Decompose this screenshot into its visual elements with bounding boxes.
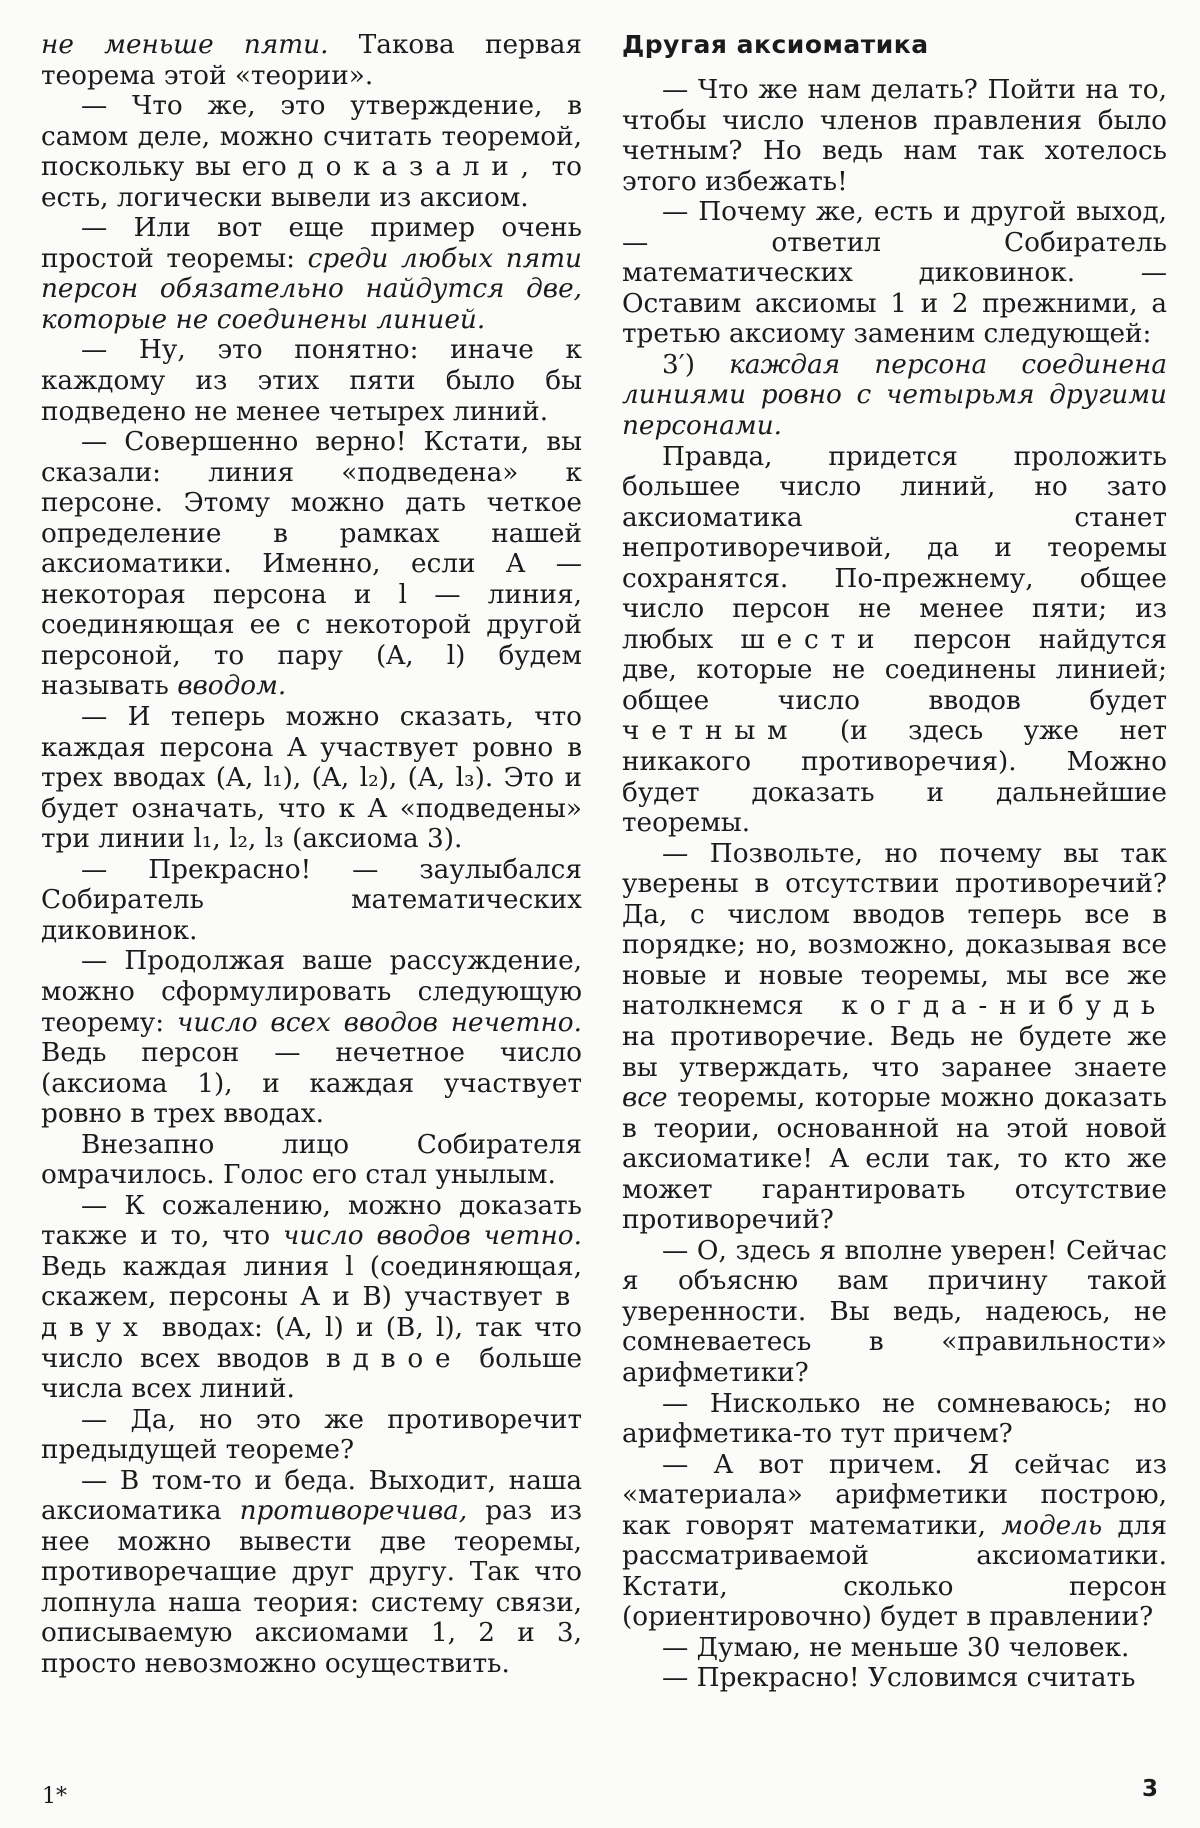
spaced-emphasis: доказали,	[297, 152, 541, 183]
axiom-label: 3′)	[662, 349, 730, 380]
italic-term: вводом.	[177, 671, 287, 702]
paragraph	[622, 839, 1167, 1236]
paragraph-text: Правда, придется проложить большее число линий, но зато аксиоматика станет непротиворечивой, да и теоремы сохранятся. По-прежнему, общее число персон не менее пяти; из любых	[622, 441, 1167, 655]
paragraph	[41, 427, 582, 702]
italic-theorem: среди любых пяти персон обязательно найдутся две, которые не соединены линией.	[41, 243, 582, 335]
page-number: 3	[1141, 1776, 1158, 1802]
paragraph	[41, 1466, 582, 1680]
paragraph	[41, 946, 582, 1129]
paragraph-text: теоремы, которые можно доказать в теории, основанной на этой новой аксиоматике! А если так, то кто же может гарантировать отсутствие противоречий?	[622, 1083, 1167, 1236]
paragraph: — И теперь можно сказать, что каждая персона A участвует ровно в трех вводах (A, l₁), (A, l₂), (A, l₃). Это и будет означать, что к A «подведены» три линии l₁, l₂, l₃ (аксиома 3).	[41, 702, 582, 855]
paragraph-text: — Совершенно верно! Кстати, вы сказали: линия «подведена» к персоне. Этому можно дать четкое определение в рамках нашей аксиоматики. Именно, если A — некоторая персона и l — линия, соединяющая ее с некоторой другой персоной, то пару (A, l) будем называть	[41, 427, 582, 702]
signature-mark: 1*	[42, 1784, 67, 1809]
axiom-paragraph	[622, 350, 1167, 442]
paragraph-text: — К сожалению, можно доказать также и то, что	[41, 1190, 582, 1252]
paragraph: — Нисколько не сомневаюсь; но арифметика-то тут причем?	[622, 1388, 1167, 1450]
section-heading: Другая аксиоматика	[622, 30, 929, 59]
paragraph-text: Ведь персон — нечетное число (аксиома 1), и каждая участвует ровно в трех вводах.	[41, 1038, 582, 1130]
paragraph	[622, 442, 1167, 839]
spaced-emphasis: в двух	[41, 1282, 582, 1343]
paragraph: — Прекрасно! Условимся считать	[662, 1663, 1136, 1694]
axiom-text: каждая персона соединена линиями ровно с четырьмя другими персонами.	[622, 349, 1168, 442]
paragraph-text: — Или вот еще пример очень простой теоремы:	[41, 213, 582, 274]
paragraph-text: (и здесь уже нет никакого противоречия). Можно будет доказать и дальнейшие теоремы.	[622, 716, 1167, 839]
paragraph: — Почему же, есть и другой выход, — ответил Собиратель математических диковинок. — Оставим аксиомы 1 и 2 прежними, а третью аксиому заменим следующей:	[622, 197, 1167, 350]
left-column	[41, 30, 582, 1680]
italic-term: модель	[1001, 1510, 1103, 1541]
paragraph-text: для рассматриваемой аксиоматики. Кстати, сколько персон (ориентировочно) будет в правлении?	[622, 1510, 1167, 1633]
italic-theorem: число вводов четно.	[283, 1221, 582, 1252]
paragraph: — О, здесь я вполне уверен! Сейчас я объясню вам причину такой уверенности. Вы ведь, надеюсь, не сомневаетесь в «правильности» арифметики?	[622, 1235, 1167, 1388]
spaced-emphasis: когда-нибудь	[841, 991, 1167, 1022]
italic-theorem: число всех вводов нечетно.	[176, 1007, 582, 1038]
paragraph-text: персон найдутся две, которые не соединены линией; общее число вводов будет	[622, 624, 1167, 716]
paragraph-text: — А вот причем. Я сейчас из «материала» арифметики построю, как говорят математики,	[622, 1449, 1167, 1541]
paragraph: — Прекрасно! — заулыбался Собиратель математических диковинок.	[41, 854, 582, 946]
paragraph-text: Ведь каждая линия l (соединяющая, скажем, персоны A и B) участвует	[41, 1251, 582, 1313]
paragraph-text: Такова первая теорема этой «теории».	[41, 30, 582, 91]
paragraph	[622, 1450, 1167, 1633]
paragraph	[41, 1191, 582, 1405]
paragraph-text: на противоречие. Ведь не будете же вы утверждать, что заранее знаете	[622, 1021, 1167, 1083]
italic-term: противоречива,	[239, 1496, 468, 1527]
paragraph: Внезапно лицо Собирателя омрачилось. Голос его стал унылым.	[41, 1129, 582, 1191]
paragraph-text: больше числа всех линий.	[41, 1343, 583, 1405]
paragraph-text: раз из нее можно вывести две теоремы, противоречащие друг другу. Так что лопнула наша теория: систему связи, описываемую аксиомами 1, 2 и 3, просто невозможно осуществить.	[41, 1496, 582, 1679]
paragraph: — Что же нам делать? Пойти на то, чтобы число членов правления было четным? Но ведь нам так хотелось этого избежать!	[622, 75, 1167, 197]
paragraph	[41, 30, 582, 91]
paragraph-text: вводах: (A, l) и (B, l), так что число всех вводов	[41, 1312, 582, 1374]
paragraph: — Да, но это же противоречит предыдущей теореме?	[41, 1404, 582, 1466]
paragraph-text: — Продолжая ваше рассуждение, можно сформулировать следующую теорему:	[41, 946, 582, 1038]
paragraph-text: — В том-то и беда. Выходит, наша аксиоматика	[41, 1465, 582, 1527]
italic-word: все	[622, 1083, 668, 1114]
paragraph-text: то есть, логически вывели из аксиом.	[41, 152, 582, 213]
paragraph-text: — Позвольте, но почему вы так уверены в отсутствии противоречий? Да, с числом вводов теперь все в порядке; но, возможно, доказывая все новые и новые теоремы, мы все же натолкнемся	[622, 838, 1167, 1022]
paragraph	[41, 91, 582, 213]
spaced-emphasis: вдвое	[326, 1343, 463, 1374]
paragraph: — Думаю, не меньше 30 человек.	[662, 1632, 1130, 1663]
paragraph-text: — Что же, это утверждение, в самом деле, можно считать теоремой, поскольку вы его	[41, 91, 582, 183]
right-column	[622, 30, 1167, 1694]
spaced-emphasis: четным	[622, 716, 800, 747]
paragraph	[41, 213, 582, 335]
spaced-emphasis: шести	[740, 624, 887, 655]
paragraph: — Ну, это понятно: иначе к каждому из этих пяти было бы подведено не менее четырех линий.	[41, 335, 582, 427]
italic-phrase: не меньше пяти.	[41, 30, 329, 60]
